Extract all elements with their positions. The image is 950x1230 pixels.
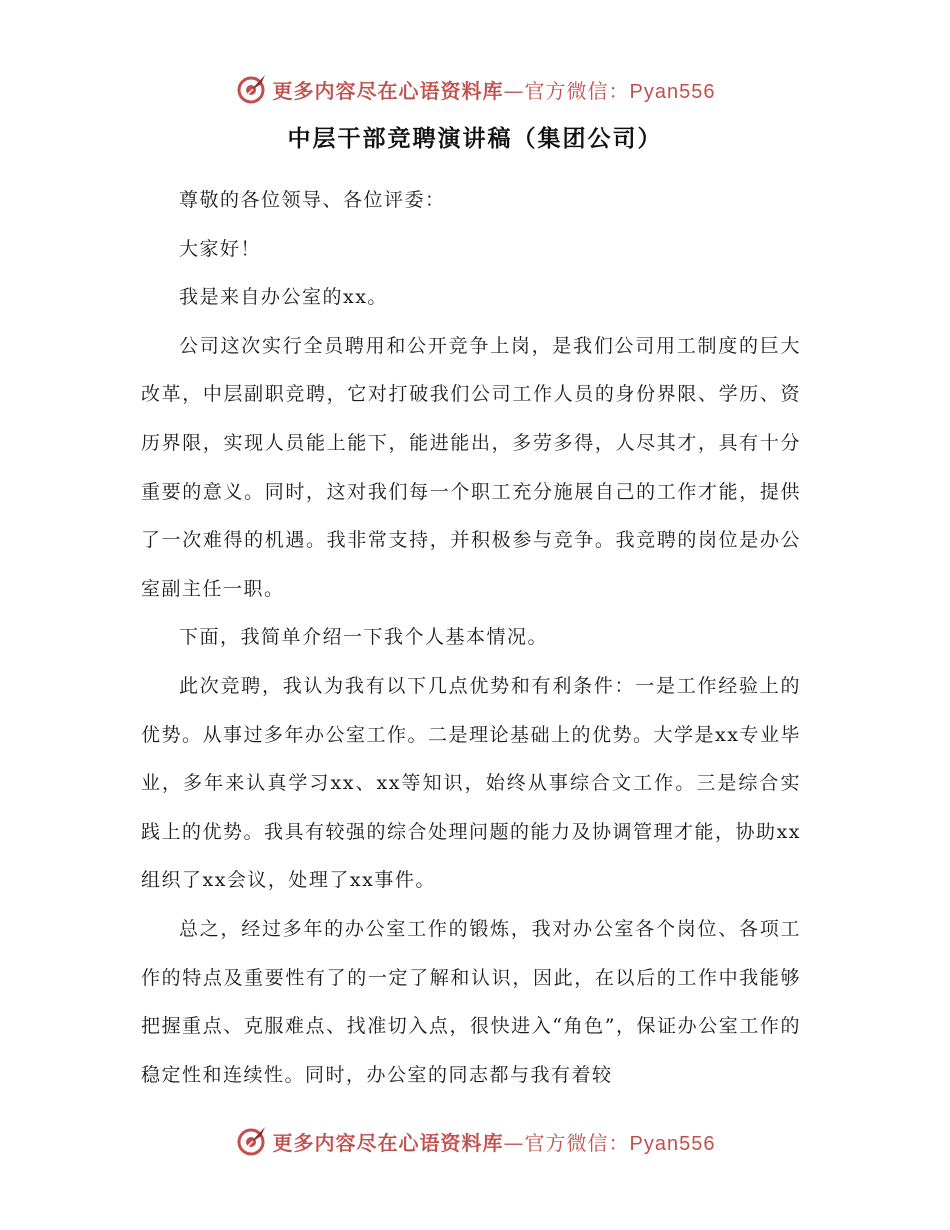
paragraph: 此次竞聘，我认为我有以下几点优势和有利条件：一是工作经验上的优势。从事过多年办公室工作。二是理论基础上的优势。大学是xx专业毕业，多年来认真学习xx、xx等知识，始终从事综合文工作。三是综合实践上的优势。我具有较强的综合处理问题的能力及协调管理才能，协助xx组织了xx会议，处理了xx事件。 — [141, 674, 801, 892]
paragraph: 尊敬的各位领导、各位评委： — [179, 189, 446, 211]
watermark-separator: — — [503, 1130, 525, 1155]
paragraph: 下面，我简单介绍一下我个人基本情况。 — [179, 626, 549, 649]
paragraph: 公司这次实行全员聘用和公开竞争上岗，是我们公司用工制度的巨大改革，中层副职竞聘，它对打破我们公司工作人员的身份界限、学历、资历界限，实现人员能上能下，能进能出，多劳多得，人尽其才，具有十分重要的意义。同时，这对我们每一个职工充分施展自己的工作才能，提供了一次难得的机遇。我非常支持，并积极参与竞争。我竞聘的岗位是办公室副主任一职。 — [141, 334, 801, 600]
watermark-wechat-id: Pyan556 — [629, 1132, 716, 1155]
watermark-wechat-label: 官方微信： — [524, 1130, 630, 1155]
paragraph: 我是来自办公室的xx。 — [179, 286, 388, 309]
watermark-text — [273, 1127, 716, 1156]
watermark-wechat-label: 官方微信： — [524, 78, 630, 103]
watermark-main: 更多内容尽在心语资料库 — [272, 1130, 504, 1155]
watermark-wechat-id: Pyan556 — [629, 80, 716, 103]
watermark-text — [273, 75, 716, 104]
watermark-main: 更多内容尽在心语资料库 — [272, 78, 504, 103]
watermark-separator: — — [503, 78, 525, 103]
header-watermark — [0, 69, 950, 109]
document-title: 中层干部竞聘演讲稿（集团公司） — [287, 126, 663, 152]
footer-watermark — [0, 1121, 950, 1161]
paragraph: 总之，经过多年的办公室工作的锻炼，我对办公室各个岗位、各项工作的特点及重要性有了的一定了解和认识，因此，在以后的工作中我能够把握重点、克服难点、找准切入点，很快进入“角色”，保证办公室工作的稳定性和连续性。同时，办公室的同志都与我有着较 — [141, 917, 801, 1086]
paragraph: 大家好！ — [179, 237, 262, 260]
quill-logo-icon — [235, 1124, 269, 1158]
document-body — [141, 176, 801, 1099]
quill-logo-icon — [235, 72, 269, 106]
